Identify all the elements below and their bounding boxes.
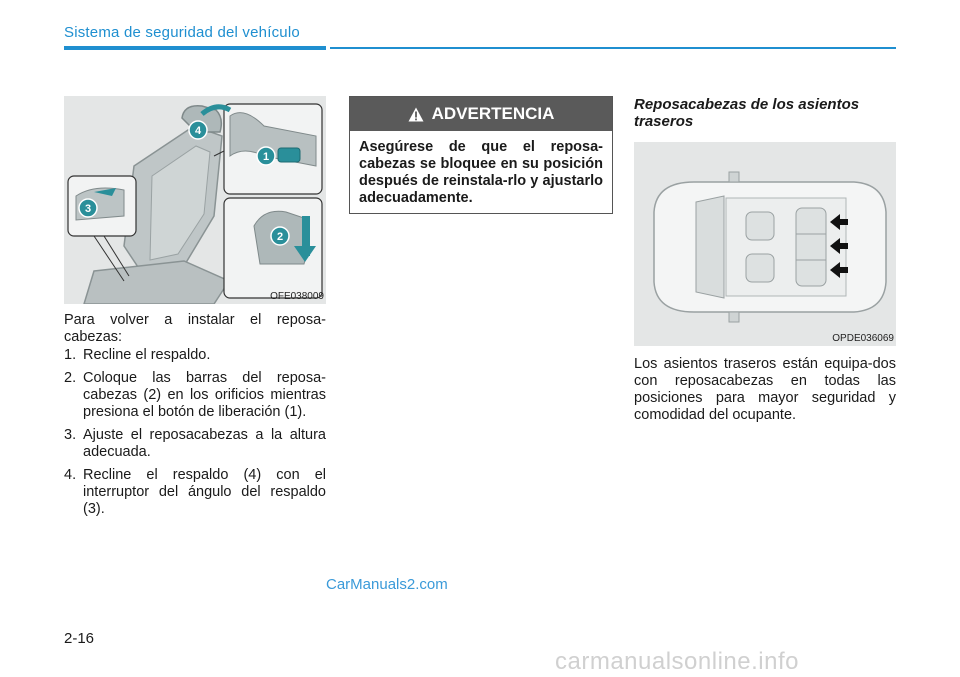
car-topview-figure (634, 142, 896, 346)
callout-2: 2 (276, 231, 284, 243)
rear-headrest-body: Los asientos traseros están equipa-dos con reposacabezas en todas las posiciones para mayor seguridad y comodidad del ocupante. (634, 356, 896, 423)
step-text: Coloque las barras del reposa-cabezas (2) en los orificios mientras presiona el botón de liberación (1). (83, 370, 326, 420)
step-number: 2. (64, 370, 77, 386)
warning-header (350, 97, 612, 131)
header-rule (64, 46, 326, 50)
callout-1: 1 (262, 151, 270, 163)
footer-brand: carmanualsonline.info (555, 648, 799, 675)
seat-headrest-figure (64, 96, 326, 304)
header-rule-thin (330, 47, 896, 49)
watermark-link[interactable]: CarManuals2.com (326, 576, 448, 593)
callout-3: 3 (84, 203, 92, 215)
list-item (64, 467, 326, 518)
warning-title: ADVERTENCIA (431, 104, 555, 123)
figure-code: OFE038009 (270, 291, 324, 302)
callout-4: 4 (194, 125, 202, 137)
seat-illustration (64, 96, 326, 304)
figure-code: OPDE036069 (832, 333, 894, 344)
rear-headrest-heading: Reposacabezas de los asientos traseros (634, 96, 860, 130)
step-text: Recline el respaldo (4) con el interruptor del ángulo del respaldo (3). (83, 467, 326, 517)
list-item (64, 370, 326, 421)
step-text: Ajuste el reposacabezas a la altura adecuada. (83, 427, 326, 460)
step-text: Recline el respaldo. (83, 347, 211, 363)
warning-box (349, 96, 613, 214)
intro-paragraph: Para volver a instalar el reposa-cabezas: (64, 312, 326, 345)
section-title: Sistema de seguridad del vehículo (64, 24, 300, 41)
step-number: 1. (64, 347, 77, 363)
car-topview-illustration (634, 142, 896, 346)
page-number: 2-16 (64, 630, 95, 647)
list-item (64, 347, 326, 364)
step-number: 3. (64, 427, 77, 443)
steps-list (64, 347, 326, 524)
step-number: 4. (64, 467, 77, 483)
list-item (64, 427, 326, 461)
warning-triangle-icon (408, 107, 424, 122)
warning-text: Asegúrese de que el reposa-cabezas se bloquee en su posición después de reinstala-rlo y ajustarlo adecuadamente. (359, 139, 603, 206)
